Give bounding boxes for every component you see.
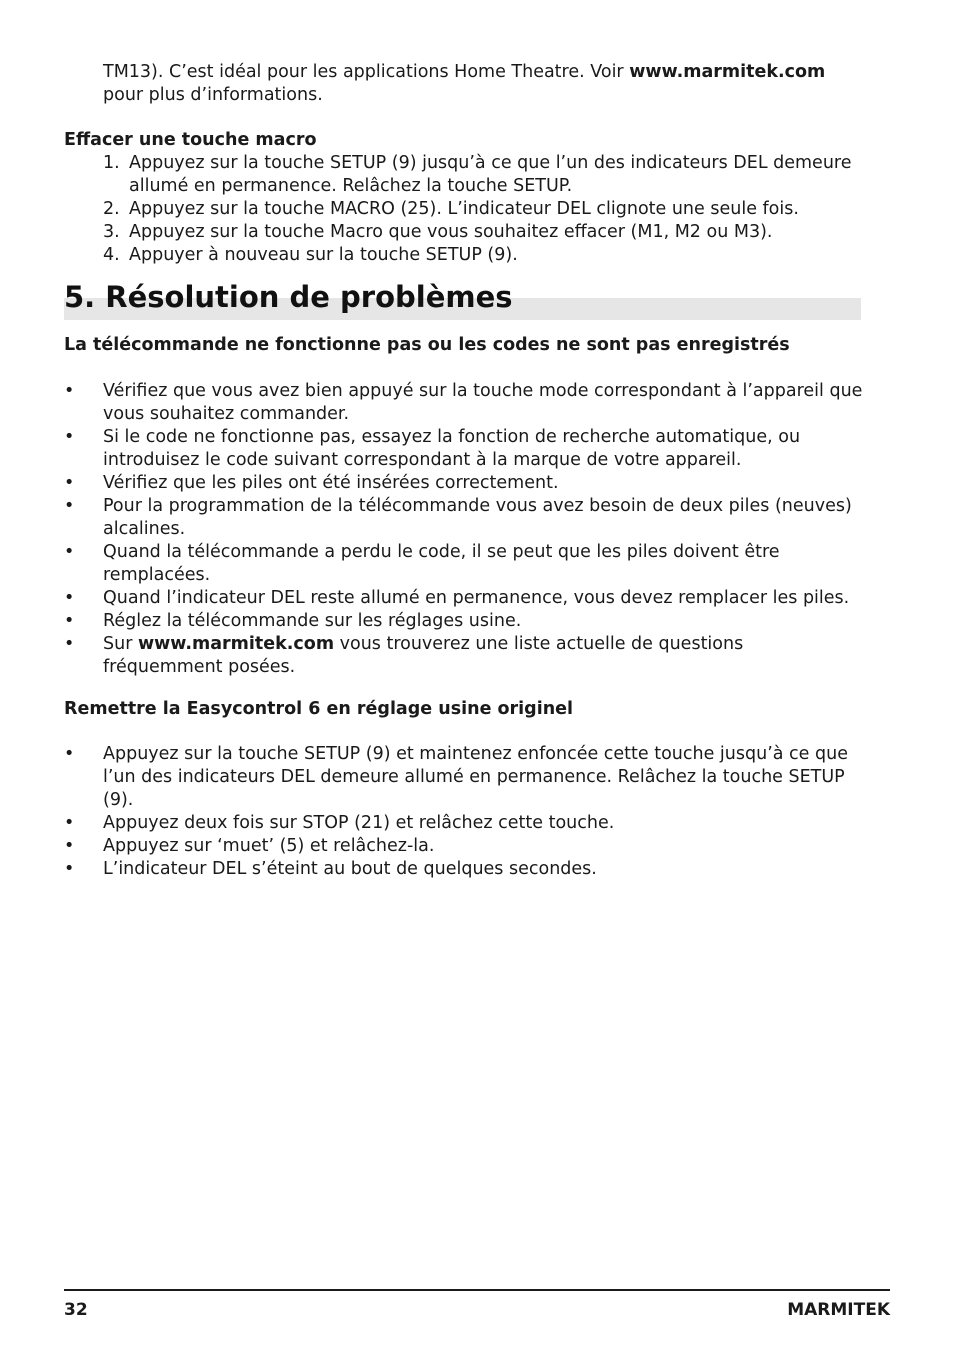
- list-item: [64, 426, 864, 472]
- bullet: •: [64, 611, 75, 631]
- step-number: 4.: [103, 245, 120, 265]
- item-text: Réglez la télécommande sur les réglages usine.: [103, 611, 522, 631]
- list-item: [64, 835, 864, 858]
- bullet: •: [64, 496, 75, 516]
- bullet: •: [64, 542, 75, 562]
- troubleshoot-list: [64, 380, 864, 679]
- item-text: Appuyez deux fois sur STOP (21) et relâchez cette touche.: [103, 813, 615, 833]
- list-item: [64, 858, 864, 881]
- macro-heading: Effacer une touche macro: [64, 130, 317, 150]
- bullet: •: [64, 836, 75, 856]
- item-text: Vérifiez que vous avez bien appuyé sur la touche mode correspondant à l’appareil que vous souhaitez commander.: [103, 381, 863, 424]
- reset-heading: Remettre la Easycontrol 6 en réglage usine originel: [64, 699, 574, 719]
- marmitek-link[interactable]: www.marmitek.com: [137, 634, 335, 654]
- list-item: [103, 152, 863, 198]
- item-text: Quand la télécommande a perdu le code, il se peut que les piles doivent être remplacées.: [103, 542, 780, 585]
- step-text: Appuyez sur la touche SETUP (9) jusqu’à ce que l’un des indicateurs DEL demeure allumé en permanence. Relâchez la touche SETUP.: [129, 153, 852, 196]
- item-text: Sur: [103, 634, 138, 654]
- list-item: [64, 495, 864, 541]
- list-item: [64, 812, 864, 835]
- intro-link[interactable]: www.marmitek.com: [629, 62, 826, 82]
- item-text: Vérifiez que les piles ont été insérées correctement.: [103, 473, 559, 493]
- page-number: 32: [64, 1300, 88, 1320]
- bullet: •: [64, 859, 75, 879]
- item-text: Pour la programmation de la télécommande vous avez besoin de deux piles (neuves) alcalines.: [103, 496, 852, 539]
- step-number: 3.: [103, 222, 120, 242]
- item-text: Appuyez sur la touche SETUP (9) et maintenez enfoncée cette touche jusqu’à ce que l’un des indicateurs DEL demeure allumé en permanence. Relâchez la touche SETUP (9).: [103, 744, 848, 810]
- list-item: [103, 198, 863, 221]
- step-number: 2.: [103, 199, 120, 219]
- item-text: Appuyez sur ‘muet’ (5) et relâchez-la.: [103, 836, 435, 856]
- list-item: [103, 221, 863, 244]
- list-item: [64, 472, 864, 495]
- list-item: [64, 743, 864, 812]
- macro-steps-list: [103, 152, 863, 267]
- item-text: Quand l’indicateur DEL reste allumé en permanence, vous devez remplacer les piles.: [103, 588, 850, 608]
- step-text: Appuyez sur la touche MACRO (25). L’indicateur DEL clignote une seule fois.: [129, 199, 799, 219]
- bullet: •: [64, 473, 75, 493]
- bullet: •: [64, 381, 75, 401]
- list-item: [64, 380, 864, 426]
- list-item: [103, 244, 863, 267]
- bullet: •: [64, 634, 75, 654]
- step-text: Appuyer à nouveau sur la touche SETUP (9).: [129, 245, 518, 265]
- item-text: L’indicateur DEL s’éteint au bout de quelques secondes.: [103, 859, 597, 879]
- list-item: [64, 541, 864, 587]
- list-item: [64, 610, 864, 633]
- list-item: [64, 587, 864, 610]
- list-item: [64, 633, 864, 679]
- bullet: •: [64, 427, 75, 447]
- item-text: vous trouverez une liste actuelle de questions fréquemment posées.: [103, 634, 744, 677]
- footer-brand: MARMITEK: [787, 1300, 890, 1320]
- intro-text: TM13). C’est idéal pour les applications Home Theatre. Voir: [103, 62, 630, 82]
- reset-list: [64, 743, 864, 881]
- troubleshoot-heading: La télécommande ne fonctionne pas ou les codes ne sont pas enregistrés: [64, 335, 790, 355]
- bullet: •: [64, 744, 75, 764]
- footer-rule: [64, 1289, 890, 1291]
- bullet: •: [64, 813, 75, 833]
- item-text: Si le code ne fonctionne pas, essayez la fonction de recherche automatique, ou introduisez le code suivant correspondant à la marque de votre appareil.: [103, 427, 801, 470]
- intro-text-2: pour plus d’informations.: [103, 85, 323, 105]
- step-number: 1.: [103, 153, 120, 173]
- bullet: •: [64, 588, 75, 608]
- step-text: Appuyez sur la touche Macro que vous souhaitez effacer (M1, M2 ou M3).: [129, 222, 773, 242]
- intro-paragraph: [103, 61, 863, 107]
- section-title: 5. Résolution de problèmes: [64, 280, 513, 314]
